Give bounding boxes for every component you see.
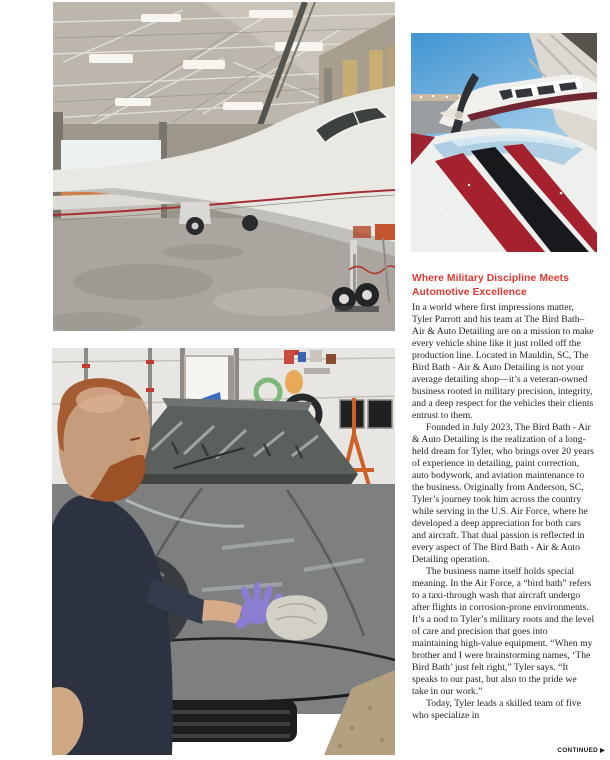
article-paragraph-2: Founded in July 2023, The Bird Bath - Air & Auto Detailing is the realization of a long-held dream for Tyler, who brings over 20 years of experience in detailing, paint correction, auto bodywork, and aviation maintenance to the business. Originally from Anderson, SC, Tyler’s journey took him across the country while serving in the U.S. Air Force, where he developed a deep appreciation for both cars and aircraft. That dual passion is reflected in every aspect of The Bird Bath - Air & Auto Detailing operation. [412,422,594,565]
continued-arrow-icon: ▶ [600,748,605,754]
article-heading-line1: Where Military Discipline Meets [412,273,570,284]
jet-hangar-photo [53,2,395,331]
continued-marker [557,747,605,754]
prop-plane-photo [411,33,597,252]
continued-label: CONTINUED [557,747,599,754]
porsche-detailing-photo-art [52,348,395,755]
article-paragraph-3: The business name itself holds special meaning. In the Air Force, a “bird bath” refers to a taxi-through wash that aircraft undergo after flights in corrosion-prone environments. It’s a nod to Tyler’s military roots and the level of care and precision that goes into maintaining high-value equipment. “When my brother and I were brainstorming names, ‘The Bird Bath’ just felt right,” Tyler says. “It speaks to our past, but also to the pride we take in our work.” [412,566,595,697]
porsche-detailing-photo [52,348,395,755]
article-paragraph-1: In a world where first impressions matter, Tyler Parrott and his team at The Bird Bath– Air & Auto Detailing are on a mission to make every vehicle shine like it just rolled off the production line. Located in Mauldin, SC, The Bird Bath - Air & Auto Detailing is not your average detailing shop—it’s a veteran-owned business rooted in military precision, integrity, and a deep respect for the vehicles their clients entrust to them. [412,302,594,421]
article-column [412,272,595,722]
article-heading-line2: Automotive Excellence [412,286,527,298]
prop-plane-photo-art [411,33,597,252]
jet-hangar-photo-art [53,2,395,331]
article-paragraph-4: Today, Tyler leads a skilled team of five who specialize in [412,698,581,721]
article-heading [412,272,595,299]
